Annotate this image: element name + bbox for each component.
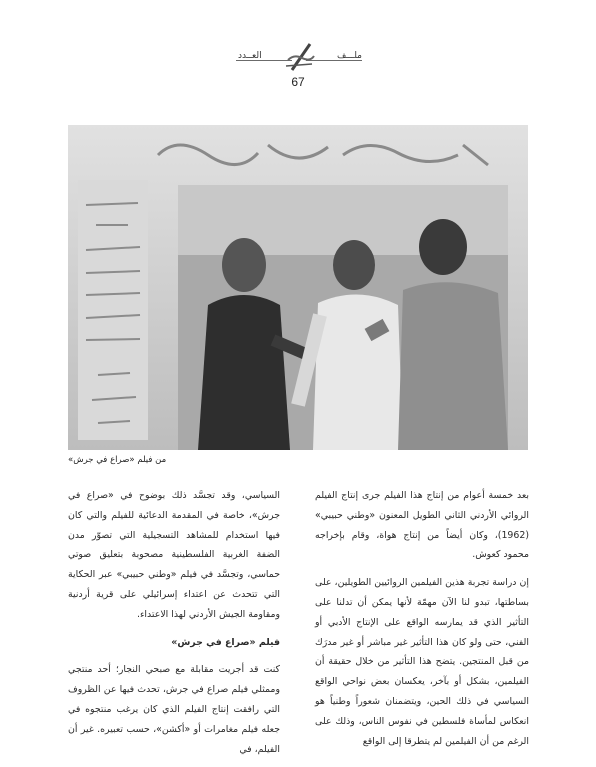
magazine-logo	[280, 40, 320, 74]
film-still-photo	[68, 125, 528, 450]
page-header	[0, 38, 596, 98]
film-still-image	[68, 125, 528, 450]
article-column-right	[315, 486, 529, 759]
article-column-left	[68, 486, 280, 767]
article-paragraph: السياسي، وقد تجسَّد ذلك بوضوح في «صراع في جرش»، خاصة في المقدمة الدعائية للفيلم والتي كان فيها استخدام للمشاهد التسجيلية التي تصوّر مدن الضفة الغربية الفلسطينية مصحوبة بتعليق صوتي حماسي، وتجسَّد في فيلم «وطني حبيبي» عبر الحكاية التي تتحدث عن اعتداء إسرائيلي على قرية أردنية ومقاومة الجيش الأردني لهذا الاعتداء.	[68, 490, 280, 620]
article-paragraph: كنت قد أجريت مقابلة مع صبحي النجار؛ أحد منتجي وممثلي فيلم صراع في جرش، تحدث فيها عن الظروف التي رافقت إنتاج الفيلم الذي كان يرغب منتجوه في جعله فيلم مغامرات أو «أكشن»، حسب تعبيره. غير أن الفيلم، في	[68, 664, 280, 755]
photo-caption-text: من فيلم «صراع في جرش»	[68, 455, 167, 465]
article-paragraph: بعد خمسة أعوام من إنتاج هذا الفيلم جرى إنتاج الفيلم الروائي الأردني الثاني الطويل المعنون «وطني حبيبي» (1962)، وكان أيضاً من إنتاج هواة، وقام بإخراجه محمود كعوش.	[315, 490, 529, 561]
article-paragraph: إن دراسة تجربة هذين الفيلمين الروائيين الطويلين، على بساطتها، تبدو لنا الآن مهمّة لأنها يمكن أن تدلنا على التأثير الذي قد يمارسه الواقع على الإنتاج الأدبي أو الفني، حتى ولو كان هذا التأثير غير مباشر أو غير مدرَك من قبل المنتجين. يتضح هذا التأثير من خلال حقيقة أن الفيلمين، بشكل أو بآخر، يعكسان بعض نواحي الواقع السياسي في ذلك الحين، ويتضمنان شعوراً وطنياً هو انعكاس لمأساة فلسطين في نفوس الناس، وذلك على الرغم من أن الفيلمين لم يتطرقا إلى الواقع	[315, 577, 529, 747]
credits-panel	[78, 180, 148, 440]
header-section-label: ملـــف	[336, 51, 362, 61]
page-number: 67	[291, 75, 305, 89]
header-issue-label: العــدد	[238, 51, 262, 61]
photo-caption	[68, 455, 528, 465]
article-subheading: فيلم «صراع في جرش»	[171, 636, 280, 648]
